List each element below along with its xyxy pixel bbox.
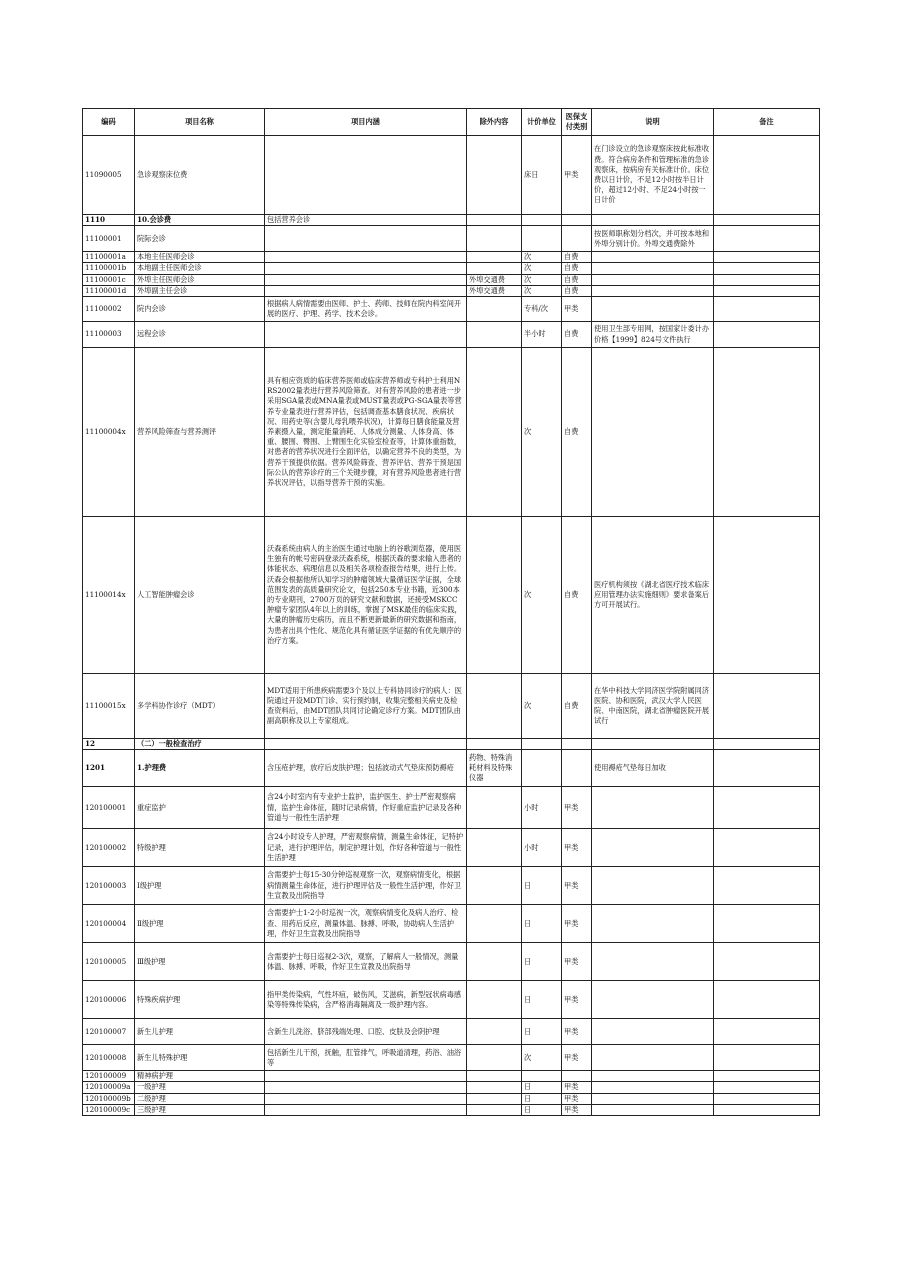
cell-exclude (467, 787, 522, 829)
table-row (83, 274, 820, 285)
cell-unit (522, 739, 562, 750)
cell-code: 11100015x (83, 674, 135, 739)
cell-exclude (467, 263, 522, 274)
cell-unit: 小时 (522, 787, 562, 829)
cell-name: 远程会诊 (135, 322, 265, 348)
cell-pay-class: 自费 (562, 263, 592, 274)
cell-remark (714, 285, 820, 296)
cell-note (592, 1082, 714, 1093)
cell-code: 11100003 (83, 322, 135, 348)
cell-code: 120100003 (83, 867, 135, 905)
cell-name: 本地副主任医师会诊 (135, 263, 265, 274)
cell-remark (714, 322, 820, 348)
table-row (83, 322, 820, 348)
cell-content: 包括新生儿干预，抚触，肛管排气，呼吸道清理，药浴、油浴等 (265, 1045, 467, 1071)
cell-name: 精神病护理 (135, 1071, 265, 1082)
cell-name: 特级护理 (135, 829, 265, 867)
table-row (83, 252, 820, 263)
cell-name: 三级护理 (135, 1104, 265, 1115)
cell-note (592, 215, 714, 226)
cell-note: 在华中科技大学同济医学院附属同济医院、协和医院，武汉大学人民医院、中南医院，湖北省肿瘤医院开展试行 (592, 674, 714, 739)
cell-code: 120100002 (83, 829, 135, 867)
cell-remark (714, 1093, 820, 1104)
cell-pay-class: 甲类 (562, 297, 592, 322)
cell-remark (714, 867, 820, 905)
cell-exclude (467, 905, 522, 943)
cell-content: 指甲类传染病，气性坏疽，破伤风，艾滋病，新型冠状病毒感染等特殊传染病，含严格消毒隔离及一级护理内容。 (265, 981, 467, 1019)
cell-code: 120100009 (83, 1071, 135, 1082)
cell-exclude (467, 829, 522, 867)
cell-code: 120100009a (83, 1082, 135, 1093)
cell-note: 按医师职称划分档次，并可按本地和外埠分别计价。外埠交通费除外 (592, 226, 714, 252)
cell-content (265, 739, 467, 750)
cell-remark (714, 674, 820, 739)
cell-unit: 日 (522, 1104, 562, 1115)
cell-unit (522, 750, 562, 787)
table-row (83, 1019, 820, 1045)
cell-exclude (467, 674, 522, 739)
cell-content: 包括营养会诊 (265, 215, 467, 226)
table-row (83, 829, 820, 867)
cell-pay-class (562, 750, 592, 787)
table-row (83, 297, 820, 322)
cell-code: 120100004 (83, 905, 135, 943)
header-pay-class: 医保支付类别 (562, 109, 592, 136)
cell-name: 人工智能肿瘤会诊 (135, 517, 265, 674)
cell-pay-class: 甲类 (562, 1104, 592, 1115)
cell-name: 本地主任医师会诊 (135, 252, 265, 263)
table-body (83, 136, 820, 1116)
price-table-container (82, 108, 819, 1116)
cell-pay-class (562, 739, 592, 750)
cell-pay-class (562, 1071, 592, 1082)
table-row (83, 285, 820, 296)
cell-remark (714, 943, 820, 981)
cell-code: 120100009c (83, 1104, 135, 1115)
cell-content: MDT适用于所患疾病需要3个及以上专科协同诊疗的病人：医院通过开设MDT门诊、实行预约制，收集完整相关病史及检查资料后，由MDT团队共同讨论确定诊疗方案。MDT团队由副高职称及以上专家组成。 (265, 674, 467, 739)
cell-exclude: 外埠交通费 (467, 285, 522, 296)
cell-content (265, 285, 467, 296)
cell-note: 在门诊设立的急诊观察床按此标准收费。符合病房条件和管理标准的急诊观察床，按病房有关标准计价。床位费以日计价，不足12小时按半日计价，超过12小时、不足24小时按一日计价 (592, 136, 714, 215)
cell-exclude (467, 1093, 522, 1104)
cell-pay-class (562, 226, 592, 252)
cell-content: 含需要护士每日巡视2-3次，观察，了解病人一般情况，测量体温、脉搏、呼吸，作好卫生宣教及出院指导 (265, 943, 467, 981)
cell-unit: 日 (522, 905, 562, 943)
cell-note (592, 348, 714, 517)
cell-pay-class: 甲类 (562, 1093, 592, 1104)
cell-pay-class: 自费 (562, 252, 592, 263)
cell-content (265, 263, 467, 274)
cell-code: 120100001 (83, 787, 135, 829)
cell-remark (714, 136, 820, 215)
cell-unit (522, 215, 562, 226)
table-row (83, 348, 820, 517)
cell-unit (522, 226, 562, 252)
cell-remark (714, 1104, 820, 1115)
cell-name: 营养风险筛查与营养测评 (135, 348, 265, 517)
cell-note (592, 274, 714, 285)
cell-name: 一级护理 (135, 1082, 265, 1093)
cell-remark (714, 750, 820, 787)
table-row (83, 215, 820, 226)
cell-content: 沃森系统由病人的主治医生通过电脑上的谷歌浏览器，使用医生独有的帐号密码登录沃森系统，根据沃森的要求输入患者的体能状态、病理信息以及相关各项检查报告结果，进行上传。沃森会根据他所认知学习的肿瘤领域大量循证医学证据，全球范围发表的高质量研究论文，包括250本专业书籍，近300本的专业期刊，2700万页的研究文献和数据，还接受MSKCC肿瘤专家团队4年以上的训练，掌握了MSK最佳的临床实践，大量的肿瘤历史病历，而且不断更新最新的研究数据和指南，为患者出具个性化、规范化具有循证医学证据的有优先顺序的治疗方案。 (265, 517, 467, 674)
cell-name: 特殊疾病护理 (135, 981, 265, 1019)
cell-exclude: 外埠交通费 (467, 274, 522, 285)
cell-code: 11100002 (83, 297, 135, 322)
cell-exclude (467, 1104, 522, 1115)
cell-note (592, 297, 714, 322)
table-row (83, 981, 820, 1019)
header-content: 项目内涵 (265, 109, 467, 136)
cell-exclude (467, 348, 522, 517)
cell-unit: 日 (522, 981, 562, 1019)
cell-code: 11100001b (83, 263, 135, 274)
cell-note (592, 1093, 714, 1104)
table-row (83, 1093, 820, 1104)
cell-pay-class: 甲类 (562, 787, 592, 829)
cell-pay-class: 甲类 (562, 829, 592, 867)
cell-code: 11100001d (83, 285, 135, 296)
cell-code: 11090005 (83, 136, 135, 215)
cell-code: 1201 (83, 750, 135, 787)
cell-name: 重症监护 (135, 787, 265, 829)
header-remark: 备注 (714, 109, 820, 136)
cell-pay-class: 甲类 (562, 136, 592, 215)
cell-name: 院内会诊 (135, 297, 265, 322)
cell-code: 120100009b (83, 1093, 135, 1104)
cell-note (592, 739, 714, 750)
cell-unit: 次 (522, 674, 562, 739)
cell-unit: 日 (522, 867, 562, 905)
price-table (82, 108, 820, 1116)
cell-pay-class: 自费 (562, 348, 592, 517)
cell-remark (714, 226, 820, 252)
cell-note (592, 981, 714, 1019)
cell-pay-class: 甲类 (562, 867, 592, 905)
cell-name: 院际会诊 (135, 226, 265, 252)
cell-exclude (467, 226, 522, 252)
cell-pay-class: 甲类 (562, 1019, 592, 1045)
cell-exclude (467, 981, 522, 1019)
cell-content: 具有相应资质的临床营养医师或临床营养师或专科护士利用NRS2002量表进行营养风险筛查。对有营养风险的患者进一步采用SGA量表或MNA量表或MUST量表或PG-SGA量表等营养专业量表进行营养评估，包括调查基本膳食状况、疾病状况、用药史等(含婴儿母乳喂养状况)，计算每日膳食能量及营养素摄入量，测定能量消耗、人体成分测量、人体身高、体重、腰围、臀围、上臂围生化实验室检查等，计算体重指数，对患者的营养状况进行全面评估，以确定营养不良的类型，为营养干预提供依据。营养风险筛查、营养评估、营养干预是国际公认的营养诊疗的三个关键步骤，对有营养风险患者进行营养状况评估，以指导营养干预的实施。 (265, 348, 467, 517)
cell-code: 120100005 (83, 943, 135, 981)
table-row (83, 517, 820, 674)
cell-exclude: 药物、特殊消耗材料及特殊仪器 (467, 750, 522, 787)
cell-remark (714, 1082, 820, 1093)
cell-exclude (467, 322, 522, 348)
table-row (83, 674, 820, 739)
table-row (83, 867, 820, 905)
cell-remark (714, 215, 820, 226)
table-row (83, 226, 820, 252)
cell-content (265, 1093, 467, 1104)
cell-exclude (467, 136, 522, 215)
cell-content: 根据病人病情需要由医师、护士、药师、技师在院内科室间开展的医疗、护理、药学、技术会诊。 (265, 297, 467, 322)
cell-exclude (467, 943, 522, 981)
table-row (83, 1082, 820, 1093)
cell-exclude (467, 739, 522, 750)
cell-unit: 次 (522, 252, 562, 263)
cell-remark (714, 1019, 820, 1045)
cell-name: 新生儿护理 (135, 1019, 265, 1045)
cell-content (265, 274, 467, 285)
cell-remark (714, 297, 820, 322)
cell-name: 1.护理费 (135, 750, 265, 787)
header-note: 说明 (592, 109, 714, 136)
cell-unit: 日 (522, 1093, 562, 1104)
cell-code: 1110 (83, 215, 135, 226)
cell-note: 医疗机构须按《湖北省医疗技术临床应用管理办法实施细则》要求备案后方可开展试行。 (592, 517, 714, 674)
cell-pay-class: 甲类 (562, 1082, 592, 1093)
cell-remark (714, 1071, 820, 1082)
cell-code: 120100008 (83, 1045, 135, 1071)
table-row (83, 739, 820, 750)
cell-code: 12 (83, 739, 135, 750)
cell-unit: 次 (522, 285, 562, 296)
cell-exclude (467, 215, 522, 226)
cell-unit: 床日 (522, 136, 562, 215)
cell-remark (714, 829, 820, 867)
cell-unit: 日 (522, 1082, 562, 1093)
cell-content (265, 322, 467, 348)
cell-pay-class: 甲类 (562, 981, 592, 1019)
cell-unit: 日 (522, 1019, 562, 1045)
cell-name: 外埠副主任会诊 (135, 285, 265, 296)
cell-exclude (467, 297, 522, 322)
cell-name: 新生儿特殊护理 (135, 1045, 265, 1071)
cell-code: 120100007 (83, 1019, 135, 1045)
cell-remark (714, 981, 820, 1019)
cell-content (265, 136, 467, 215)
cell-remark (714, 252, 820, 263)
cell-name: 10.会诊费 (135, 215, 265, 226)
cell-unit: 小时 (522, 829, 562, 867)
cell-unit (522, 1071, 562, 1082)
table-row (83, 787, 820, 829)
cell-content (265, 1082, 467, 1093)
cell-note (592, 263, 714, 274)
cell-exclude (467, 517, 522, 674)
cell-exclude (467, 1019, 522, 1045)
cell-note (592, 252, 714, 263)
cell-content: 含需要护士每15-30分钟巡视观察一次，观察病情变化，根据病情测量生命体征，进行护理评估及一般性生活护理，作好卫生宣教及出院指导 (265, 867, 467, 905)
cell-note: 使用卫生部专用网，按国家计委计办价格【1999】824号文件执行 (592, 322, 714, 348)
table-row (83, 1045, 820, 1071)
cell-name: Ⅰ级护理 (135, 867, 265, 905)
cell-unit: 次 (522, 1045, 562, 1071)
cell-content: 含压疮护理，放疗后皮肤护理；包括波动式气垫床预防褥疮 (265, 750, 467, 787)
cell-exclude (467, 1071, 522, 1082)
cell-pay-class: 甲类 (562, 1045, 592, 1071)
cell-note (592, 787, 714, 829)
table-row (83, 1104, 820, 1115)
cell-remark (714, 274, 820, 285)
cell-note (592, 1019, 714, 1045)
cell-name: 多学科协作诊疗（MDT） (135, 674, 265, 739)
cell-note: 使用褥疮气垫每日加收 (592, 750, 714, 787)
cell-code: 11100001 (83, 226, 135, 252)
header-code: 编码 (83, 109, 135, 136)
cell-note (592, 943, 714, 981)
cell-content: 含需要护士1-2小时巡视一次，观察病情变化及病人治疗、检查、用药后反应，测量体温、脉搏、呼吸，协助病人生活护理，作好卫生宣教及出院指导 (265, 905, 467, 943)
header-unit: 计价单位 (522, 109, 562, 136)
cell-note (592, 285, 714, 296)
cell-unit: 次 (522, 348, 562, 517)
cell-unit: 专科/次 (522, 297, 562, 322)
table-row (83, 263, 820, 274)
cell-name: Ⅱ级护理 (135, 905, 265, 943)
cell-pay-class: 自费 (562, 285, 592, 296)
cell-pay-class: 自费 (562, 274, 592, 285)
cell-code: 11100001a (83, 252, 135, 263)
cell-content: 含新生儿洗浴、脐部残端处理、口腔、皮肤及会阴护理 (265, 1019, 467, 1045)
table-row (83, 943, 820, 981)
cell-unit: 次 (522, 517, 562, 674)
cell-pay-class: 自费 (562, 674, 592, 739)
cell-pay-class: 自费 (562, 322, 592, 348)
cell-note (592, 867, 714, 905)
cell-remark (714, 739, 820, 750)
cell-code: 11100001c (83, 274, 135, 285)
cell-note (592, 829, 714, 867)
cell-pay-class: 自费 (562, 517, 592, 674)
cell-note (592, 1071, 714, 1082)
header-name: 项目名称 (135, 109, 265, 136)
table-row (83, 1071, 820, 1082)
cell-content: 含24小时设专人护理，严密观察病情，测量生命体征，记特护记录，进行护理评估，制定护理计划，作好各种管道与一般性生活护理 (265, 829, 467, 867)
cell-content: 含24小时室内有专业护士监护，监护医生、护士严密观察病情，监护生命体征，随时记录病情，作好重症监护记录及各种管道与一般性生活护理 (265, 787, 467, 829)
cell-exclude (467, 1082, 522, 1093)
cell-exclude (467, 252, 522, 263)
cell-exclude (467, 867, 522, 905)
cell-remark (714, 1045, 820, 1071)
cell-unit: 半小时 (522, 322, 562, 348)
cell-note (592, 905, 714, 943)
cell-name: 外埠主任医师会诊 (135, 274, 265, 285)
cell-pay-class (562, 215, 592, 226)
cell-name: （二）一般检查治疗 (135, 739, 265, 750)
cell-remark (714, 517, 820, 674)
cell-note (592, 1104, 714, 1115)
cell-unit: 次 (522, 263, 562, 274)
cell-code: 11100014x (83, 517, 135, 674)
cell-pay-class: 甲类 (562, 905, 592, 943)
cell-name: 二级护理 (135, 1093, 265, 1104)
cell-remark (714, 263, 820, 274)
cell-code: 11100004x (83, 348, 135, 517)
cell-remark (714, 348, 820, 517)
cell-unit: 次 (522, 274, 562, 285)
cell-content (265, 1071, 467, 1082)
cell-content (265, 252, 467, 263)
cell-code: 120100006 (83, 981, 135, 1019)
header-exclude: 除外内容 (467, 109, 522, 136)
cell-content (265, 226, 467, 252)
cell-exclude (467, 1045, 522, 1071)
cell-name: 急诊观察床位费 (135, 136, 265, 215)
cell-content (265, 1104, 467, 1115)
cell-unit: 日 (522, 943, 562, 981)
table-header (83, 109, 820, 136)
cell-remark (714, 905, 820, 943)
table-row (83, 750, 820, 787)
cell-pay-class: 甲类 (562, 943, 592, 981)
cell-remark (714, 787, 820, 829)
table-row (83, 905, 820, 943)
cell-name: Ⅲ级护理 (135, 943, 265, 981)
cell-note (592, 1045, 714, 1071)
table-row (83, 136, 820, 215)
